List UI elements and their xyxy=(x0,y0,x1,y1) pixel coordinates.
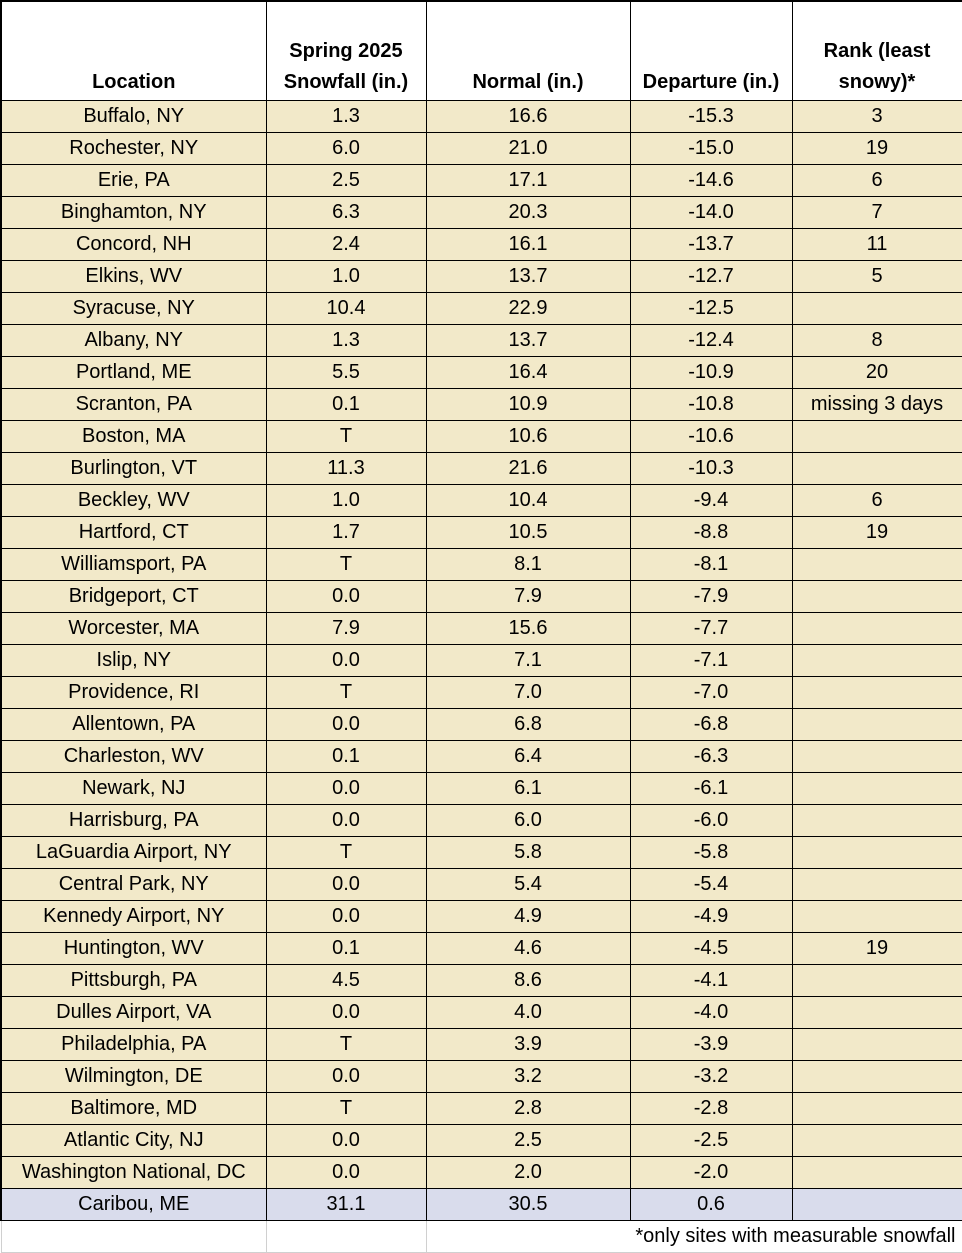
rank-cell xyxy=(792,805,962,837)
location-cell: Binghamton, NY xyxy=(1,197,266,229)
departure-cell: -6.8 xyxy=(630,709,792,741)
spring-snowfall-cell: 0.0 xyxy=(266,805,426,837)
table-row xyxy=(1,709,962,741)
rank-cell xyxy=(792,709,962,741)
rank-cell: 19 xyxy=(792,933,962,965)
header-location xyxy=(1,1,266,101)
departure-cell: -14.6 xyxy=(630,165,792,197)
normal-cell: 10.6 xyxy=(426,421,630,453)
location-cell: Elkins, WV xyxy=(1,261,266,293)
rank-cell: 3 xyxy=(792,101,962,133)
rank-cell xyxy=(792,1093,962,1125)
normal-cell: 21.6 xyxy=(426,453,630,485)
normal-cell: 7.0 xyxy=(426,677,630,709)
location-cell: Concord, NH xyxy=(1,229,266,261)
spring-snowfall-cell: 4.5 xyxy=(266,965,426,997)
spring-snowfall-cell: 0.1 xyxy=(266,933,426,965)
location-cell: Syracuse, NY xyxy=(1,293,266,325)
normal-cell: 2.8 xyxy=(426,1093,630,1125)
header-row xyxy=(1,1,962,101)
spring-snowfall-cell: T xyxy=(266,549,426,581)
departure-cell: -4.1 xyxy=(630,965,792,997)
rank-cell xyxy=(792,1029,962,1061)
normal-cell: 10.4 xyxy=(426,485,630,517)
departure-cell: -12.4 xyxy=(630,325,792,357)
departure-cell: -4.0 xyxy=(630,997,792,1029)
departure-cell: -7.7 xyxy=(630,613,792,645)
location-cell: Huntington, WV xyxy=(1,933,266,965)
departure-cell: -7.0 xyxy=(630,677,792,709)
spring-snowfall-cell: 0.0 xyxy=(266,997,426,1029)
highlighted-row xyxy=(1,1189,962,1221)
table-row xyxy=(1,197,962,229)
normal-cell: 16.6 xyxy=(426,101,630,133)
table-row xyxy=(1,421,962,453)
normal-cell: 6.0 xyxy=(426,805,630,837)
normal-cell: 4.6 xyxy=(426,933,630,965)
departure-cell: -3.9 xyxy=(630,1029,792,1061)
header-spring-snowfall xyxy=(266,1,426,101)
departure-cell: -10.6 xyxy=(630,421,792,453)
spring-snowfall-cell: T xyxy=(266,1029,426,1061)
location-cell: Bridgeport, CT xyxy=(1,581,266,613)
spring-snowfall-cell: 0.0 xyxy=(266,1157,426,1189)
departure-cell: -6.1 xyxy=(630,773,792,805)
normal-cell: 10.9 xyxy=(426,389,630,421)
location-cell: LaGuardia Airport, NY xyxy=(1,837,266,869)
rank-cell: 5 xyxy=(792,261,962,293)
table-row xyxy=(1,101,962,133)
departure-cell: -6.0 xyxy=(630,805,792,837)
departure-cell: 0.6 xyxy=(630,1189,792,1221)
table-row xyxy=(1,805,962,837)
departure-cell: -14.0 xyxy=(630,197,792,229)
header-departure xyxy=(630,1,792,101)
location-cell: Pittsburgh, PA xyxy=(1,965,266,997)
rank-cell: 19 xyxy=(792,133,962,165)
location-cell: Providence, RI xyxy=(1,677,266,709)
departure-cell: -10.8 xyxy=(630,389,792,421)
location-cell: Washington National, DC xyxy=(1,1157,266,1189)
table-row xyxy=(1,901,962,933)
table-row xyxy=(1,133,962,165)
table-row xyxy=(1,293,962,325)
location-cell: Wilmington, DE xyxy=(1,1061,266,1093)
spring-snowfall-cell: 1.0 xyxy=(266,485,426,517)
location-cell: Scranton, PA xyxy=(1,389,266,421)
rank-cell xyxy=(792,997,962,1029)
departure-cell: -15.0 xyxy=(630,133,792,165)
rank-cell xyxy=(792,1125,962,1157)
departure-cell: -2.8 xyxy=(630,1093,792,1125)
footnote-spacer xyxy=(266,1221,426,1253)
location-cell: Islip, NY xyxy=(1,645,266,677)
rank-cell xyxy=(792,773,962,805)
location-cell: Allentown, PA xyxy=(1,709,266,741)
rank-cell xyxy=(792,453,962,485)
table-row xyxy=(1,485,962,517)
table-row xyxy=(1,389,962,421)
normal-cell: 2.0 xyxy=(426,1157,630,1189)
normal-cell: 3.2 xyxy=(426,1061,630,1093)
rank-cell: 7 xyxy=(792,197,962,229)
normal-cell: 5.8 xyxy=(426,837,630,869)
spring-snowfall-cell: 2.4 xyxy=(266,229,426,261)
location-cell: Burlington, VT xyxy=(1,453,266,485)
departure-cell: -12.7 xyxy=(630,261,792,293)
table-row xyxy=(1,325,962,357)
spring-snowfall-cell: 6.3 xyxy=(266,197,426,229)
table-row xyxy=(1,581,962,613)
rank-cell: 11 xyxy=(792,229,962,261)
spring-snowfall-cell: 11.3 xyxy=(266,453,426,485)
header-normal xyxy=(426,1,630,101)
normal-cell: 22.9 xyxy=(426,293,630,325)
rank-cell xyxy=(792,901,962,933)
spring-snowfall-cell: 1.3 xyxy=(266,101,426,133)
rank-cell xyxy=(792,1189,962,1221)
location-cell: Charleston, WV xyxy=(1,741,266,773)
spring-snowfall-cell: T xyxy=(266,677,426,709)
header-departure-label: Departure (in.) xyxy=(642,71,780,93)
normal-cell: 5.4 xyxy=(426,869,630,901)
normal-cell: 13.7 xyxy=(426,261,630,293)
location-cell: Erie, PA xyxy=(1,165,266,197)
rank-cell xyxy=(792,869,962,901)
spring-snowfall-cell: 31.1 xyxy=(266,1189,426,1221)
header-rank xyxy=(792,1,962,101)
footnote-row xyxy=(1,1221,962,1253)
table-row xyxy=(1,965,962,997)
spring-snowfall-cell: 1.3 xyxy=(266,325,426,357)
location-cell: Baltimore, MD xyxy=(1,1093,266,1125)
header-normal-label: Normal (in.) xyxy=(472,71,584,93)
spring-snowfall-cell: 0.0 xyxy=(266,901,426,933)
departure-cell: -13.7 xyxy=(630,229,792,261)
rank-cell xyxy=(792,645,962,677)
location-cell: Dulles Airport, VA xyxy=(1,997,266,1029)
spring-snowfall-cell: 1.7 xyxy=(266,517,426,549)
table-row xyxy=(1,837,962,869)
spring-snowfall-cell: 0.1 xyxy=(266,389,426,421)
departure-cell: -9.4 xyxy=(630,485,792,517)
departure-cell: -4.9 xyxy=(630,901,792,933)
spring-snowfall-cell: 1.0 xyxy=(266,261,426,293)
normal-cell: 6.8 xyxy=(426,709,630,741)
table-body xyxy=(1,101,962,1253)
rank-cell: 6 xyxy=(792,485,962,517)
spring-snowfall-cell: 6.0 xyxy=(266,133,426,165)
normal-cell: 21.0 xyxy=(426,133,630,165)
location-cell: Philadelphia, PA xyxy=(1,1029,266,1061)
normal-cell: 15.6 xyxy=(426,613,630,645)
normal-cell: 16.1 xyxy=(426,229,630,261)
rank-cell: missing 3 days xyxy=(792,389,962,421)
spring-snowfall-cell: T xyxy=(266,421,426,453)
departure-cell: -5.4 xyxy=(630,869,792,901)
table-row xyxy=(1,741,962,773)
location-cell: Boston, MA xyxy=(1,421,266,453)
departure-cell: -15.3 xyxy=(630,101,792,133)
table-row xyxy=(1,1093,962,1125)
header-location-label: Location xyxy=(92,71,176,93)
table-row xyxy=(1,869,962,901)
rank-cell xyxy=(792,1061,962,1093)
table-row xyxy=(1,357,962,389)
location-cell: Worcester, MA xyxy=(1,613,266,645)
rank-cell: 8 xyxy=(792,325,962,357)
spring-snowfall-cell: T xyxy=(266,837,426,869)
rank-cell xyxy=(792,741,962,773)
table-row xyxy=(1,677,962,709)
normal-cell: 2.5 xyxy=(426,1125,630,1157)
normal-cell: 10.5 xyxy=(426,517,630,549)
location-cell: Williamsport, PA xyxy=(1,549,266,581)
table-row xyxy=(1,453,962,485)
spring-snowfall-cell: 0.0 xyxy=(266,709,426,741)
departure-cell: -6.3 xyxy=(630,741,792,773)
departure-cell: -3.2 xyxy=(630,1061,792,1093)
normal-cell: 4.0 xyxy=(426,997,630,1029)
location-cell: Newark, NJ xyxy=(1,773,266,805)
spring-snowfall-cell: T xyxy=(266,1093,426,1125)
rank-cell: 6 xyxy=(792,165,962,197)
location-cell: Atlantic City, NJ xyxy=(1,1125,266,1157)
spring-snowfall-cell: 10.4 xyxy=(266,293,426,325)
location-cell: Hartford, CT xyxy=(1,517,266,549)
table-row xyxy=(1,997,962,1029)
rank-cell xyxy=(792,549,962,581)
departure-cell: -7.9 xyxy=(630,581,792,613)
location-cell: Portland, ME xyxy=(1,357,266,389)
spring-snowfall-cell: 7.9 xyxy=(266,613,426,645)
spring-snowfall-cell: 0.0 xyxy=(266,1061,426,1093)
rank-cell: 19 xyxy=(792,517,962,549)
rank-cell xyxy=(792,837,962,869)
departure-cell: -2.5 xyxy=(630,1125,792,1157)
normal-cell: 20.3 xyxy=(426,197,630,229)
location-cell: Harrisburg, PA xyxy=(1,805,266,837)
normal-cell: 7.1 xyxy=(426,645,630,677)
departure-cell: -8.1 xyxy=(630,549,792,581)
location-cell: Albany, NY xyxy=(1,325,266,357)
departure-cell: -7.1 xyxy=(630,645,792,677)
table-row xyxy=(1,261,962,293)
normal-cell: 13.7 xyxy=(426,325,630,357)
normal-cell: 6.1 xyxy=(426,773,630,805)
location-cell: Kennedy Airport, NY xyxy=(1,901,266,933)
normal-cell: 8.1 xyxy=(426,549,630,581)
location-cell: Buffalo, NY xyxy=(1,101,266,133)
footnote: *only sites with measurable snowfall xyxy=(426,1221,962,1253)
spring-snowfall-cell: 0.0 xyxy=(266,773,426,805)
table-row xyxy=(1,645,962,677)
normal-cell: 16.4 xyxy=(426,357,630,389)
location-cell: Rochester, NY xyxy=(1,133,266,165)
rank-cell xyxy=(792,613,962,645)
spring-snowfall-cell: 0.0 xyxy=(266,581,426,613)
spring-snowfall-cell: 0.1 xyxy=(266,741,426,773)
rank-cell xyxy=(792,965,962,997)
departure-cell: -8.8 xyxy=(630,517,792,549)
departure-cell: -10.3 xyxy=(630,453,792,485)
table-row xyxy=(1,229,962,261)
rank-cell xyxy=(792,293,962,325)
header-spring-snowfall-label: Spring 2025 Snowfall (in.) xyxy=(283,40,409,93)
rank-cell xyxy=(792,677,962,709)
header-rank-label: Rank (least snowy)* xyxy=(823,40,931,93)
location-cell: Caribou, ME xyxy=(1,1189,266,1221)
normal-cell: 7.9 xyxy=(426,581,630,613)
rank-cell xyxy=(792,421,962,453)
table-row xyxy=(1,933,962,965)
table-row xyxy=(1,613,962,645)
departure-cell: -5.8 xyxy=(630,837,792,869)
normal-cell: 6.4 xyxy=(426,741,630,773)
normal-cell: 8.6 xyxy=(426,965,630,997)
departure-cell: -10.9 xyxy=(630,357,792,389)
departure-cell: -12.5 xyxy=(630,293,792,325)
table-row xyxy=(1,1061,962,1093)
location-cell: Central Park, NY xyxy=(1,869,266,901)
table-row xyxy=(1,1029,962,1061)
spring-snowfall-cell: 0.0 xyxy=(266,1125,426,1157)
rank-cell xyxy=(792,581,962,613)
normal-cell: 4.9 xyxy=(426,901,630,933)
spring-snowfall-cell: 2.5 xyxy=(266,165,426,197)
table-row xyxy=(1,549,962,581)
departure-cell: -2.0 xyxy=(630,1157,792,1189)
departure-cell: -4.5 xyxy=(630,933,792,965)
table-row xyxy=(1,165,962,197)
rank-cell xyxy=(792,1157,962,1189)
spring-snowfall-cell: 0.0 xyxy=(266,869,426,901)
normal-cell: 30.5 xyxy=(426,1189,630,1221)
spring-snowfall-cell: 5.5 xyxy=(266,357,426,389)
spring-snowfall-cell: 0.0 xyxy=(266,645,426,677)
table-row xyxy=(1,1125,962,1157)
table-row xyxy=(1,773,962,805)
footnote-spacer xyxy=(1,1221,266,1253)
normal-cell: 17.1 xyxy=(426,165,630,197)
table-row xyxy=(1,517,962,549)
table-row xyxy=(1,1157,962,1189)
rank-cell: 20 xyxy=(792,357,962,389)
location-cell: Beckley, WV xyxy=(1,485,266,517)
normal-cell: 3.9 xyxy=(426,1029,630,1061)
